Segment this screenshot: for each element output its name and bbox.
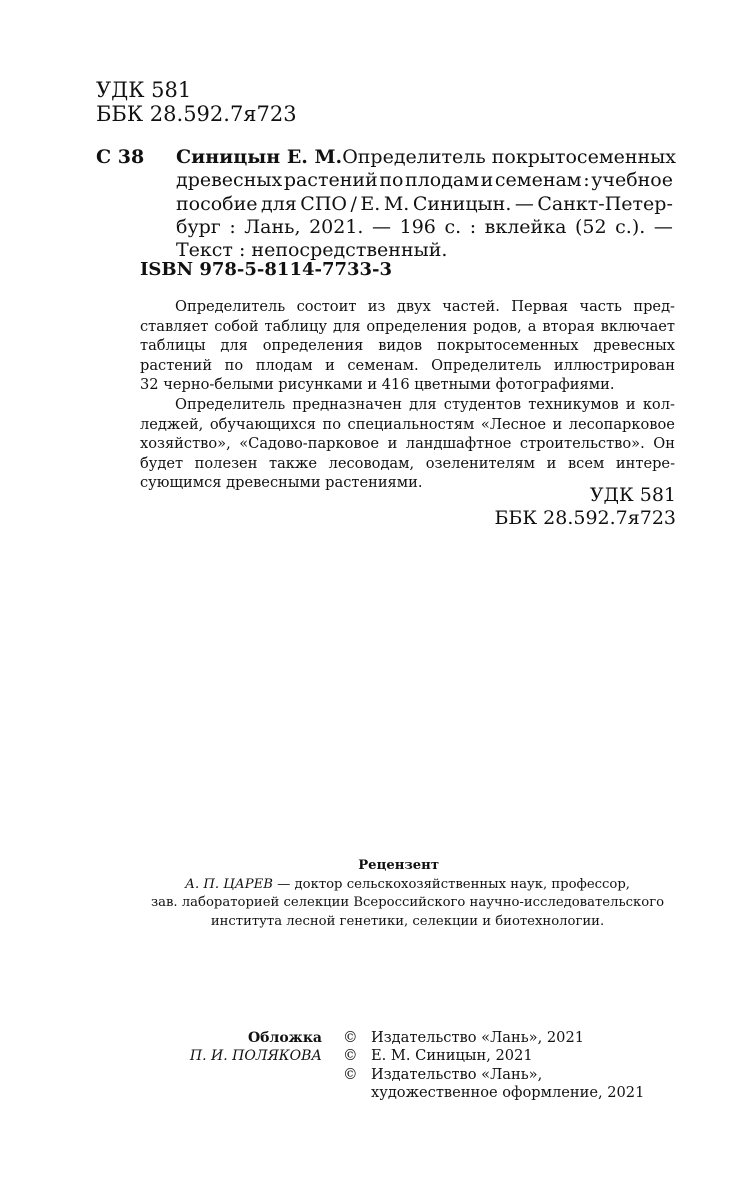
book-title-start: Определитель покрытосеменных bbox=[342, 146, 677, 168]
annotation-line: ставляет собой таблицу для определения родов, а вторая включает bbox=[140, 317, 675, 335]
cover-label: Обложка bbox=[247, 1030, 322, 1046]
top-classification bbox=[96, 78, 297, 126]
udk-code: УДК 581 bbox=[589, 484, 676, 506]
copyright-text: Издательство «Лань», bbox=[371, 1065, 543, 1083]
copyright-line bbox=[343, 1066, 644, 1103]
copyright-text: художественное оформление, 2021 bbox=[371, 1084, 645, 1102]
bib-line: пособие для СПО / Е. М. Синицын. — Санкт-Петер- bbox=[176, 192, 673, 215]
cover-artist: П. И. ПОЛЯКОВА bbox=[189, 1048, 322, 1064]
annotation bbox=[140, 297, 675, 493]
copyright-icon: © bbox=[343, 1029, 358, 1046]
bibliographic-description bbox=[176, 146, 677, 262]
cover-credit bbox=[190, 1029, 322, 1065]
bib-line: древесных растений по плодам и семенам : учебное bbox=[176, 169, 673, 192]
author-sign: С 38 bbox=[96, 146, 145, 168]
reviewer-credentials: — доктор сельскохозяйственных наук, профессор, bbox=[272, 876, 630, 892]
reviewer-title: Рецензент bbox=[358, 858, 439, 873]
reviewer-block bbox=[140, 857, 675, 931]
bbk-code: ББК 28.592.7я723 bbox=[494, 507, 676, 529]
bbk-code: ББК 28.592.7я723 bbox=[96, 102, 297, 126]
annotation-line: 32 черно-белыми рисунками и 416 цветными фотографиями. bbox=[140, 376, 615, 394]
copyright-block bbox=[343, 1029, 644, 1103]
annotation-line: будет полезен также лесоводам, озеленителям и всем интере- bbox=[140, 454, 675, 472]
reviewer-line: зав. лабораторией селекции Всероссийского научно-исследовательского bbox=[150, 895, 665, 911]
annotation-line: леджей, обучающихся по специальностям «Лесное и лесопарковое bbox=[140, 415, 675, 433]
copyright-icon: © bbox=[343, 1047, 358, 1065]
bib-line: бург : Лань, 2021. — 196 с. : вклейка (52 с.). — bbox=[176, 215, 673, 238]
annotation-line: растений по плодам и семенам. Определитель иллюстрирован bbox=[140, 356, 675, 374]
copyright-text: Издательство «Лань», 2021 bbox=[371, 1029, 585, 1046]
copyright-line bbox=[343, 1029, 644, 1047]
copyright-icon: © bbox=[343, 1065, 358, 1083]
bib-line bbox=[176, 146, 677, 169]
reviewer-name: А. П. ЦАРЕВ bbox=[185, 876, 273, 892]
copyright-line bbox=[343, 1047, 644, 1065]
bib-line: Текст : непосредственный. bbox=[176, 239, 448, 262]
copyright-text: Е. М. Синицын, 2021 bbox=[371, 1047, 533, 1065]
udk-code: УДК 581 bbox=[96, 78, 192, 102]
annotation-line: Определитель предназначен для студентов техникумов и кол- bbox=[175, 395, 675, 413]
annotation-line: Определитель состоит из двух частей. Первая часть пред- bbox=[175, 298, 675, 315]
reviewer-line: института лесной генетики, селекции и биотехнологии. bbox=[210, 913, 605, 929]
annotation-line: хозяйство», «Садово-парковое и ландшафтное строительство». Он bbox=[140, 435, 675, 453]
author-name: Синицын Е. М. bbox=[176, 146, 343, 168]
isbn: ISBN 978-5-8114-7733-3 bbox=[140, 259, 393, 280]
annotation-line: сующимся древесными растениями. bbox=[140, 474, 423, 492]
annotation-line: таблицы для определения видов покрытосеменных древесных bbox=[140, 337, 675, 355]
reviewer-line bbox=[140, 876, 675, 895]
bottom-classification bbox=[494, 484, 676, 530]
